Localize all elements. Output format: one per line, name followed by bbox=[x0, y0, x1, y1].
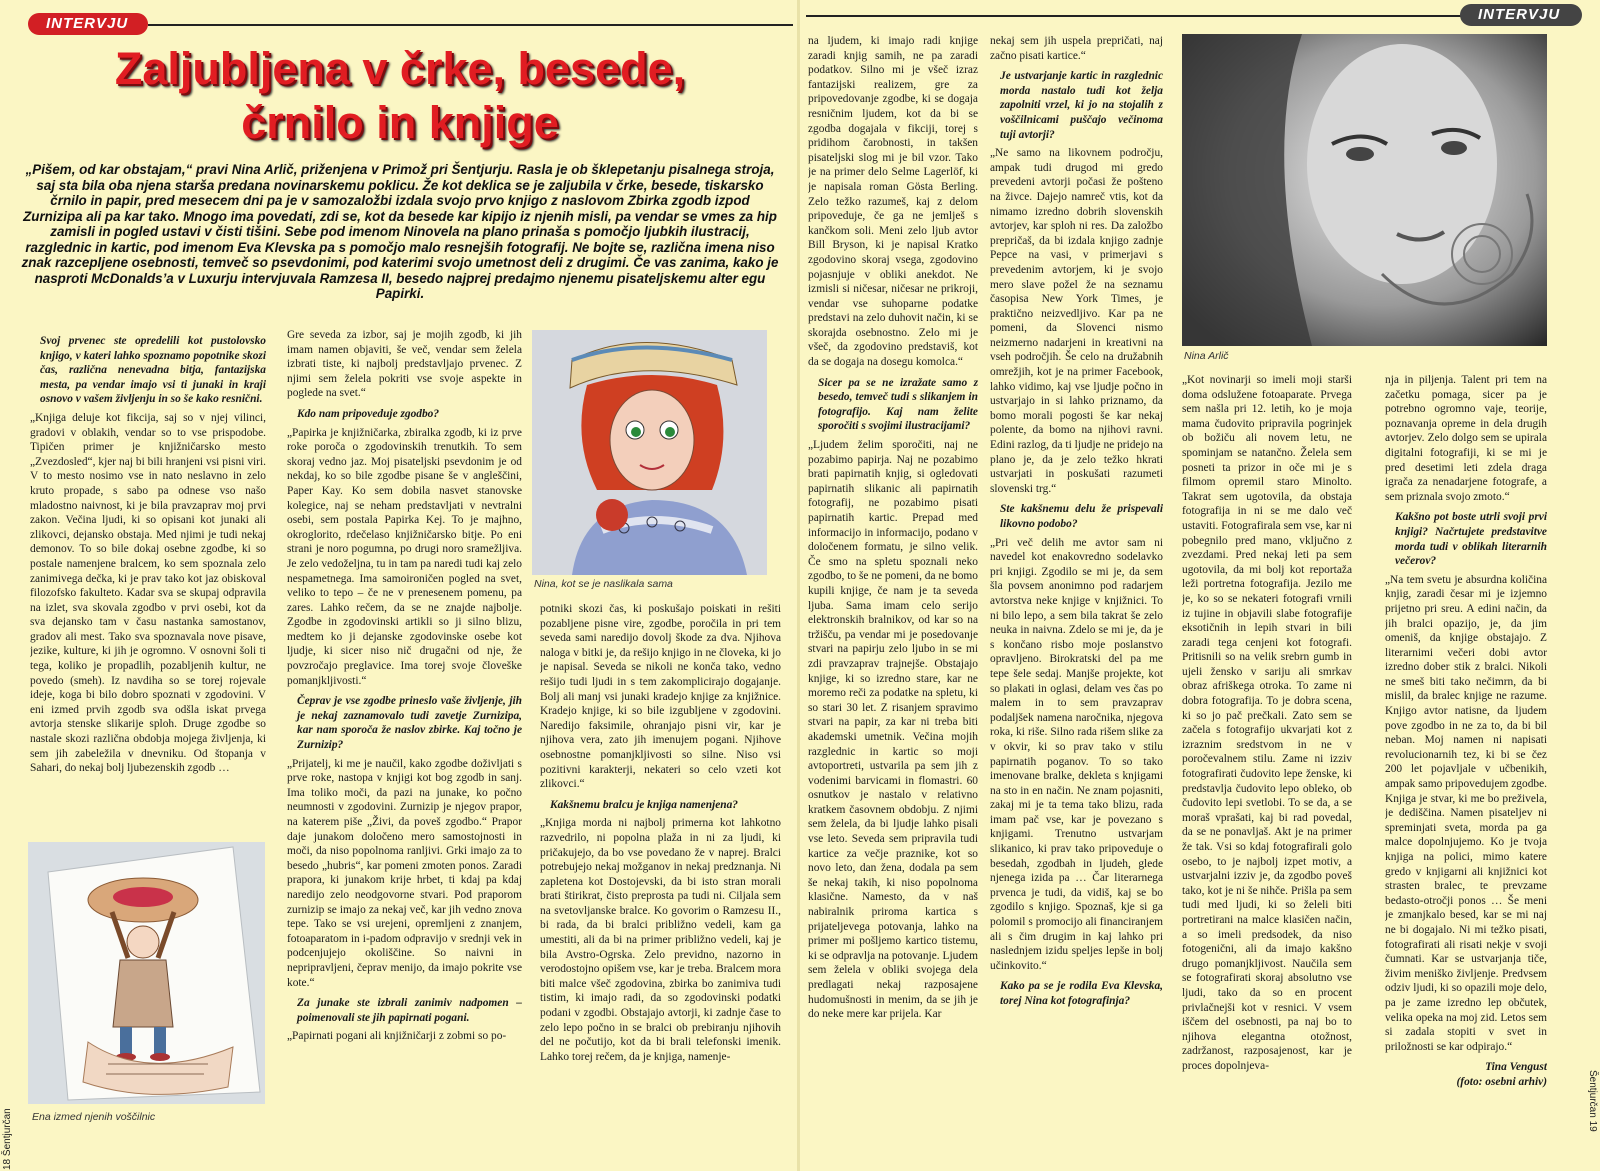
interview-answer: na ljudem, ki imajo radi knjige zaradi knjig samih, ne pa zaradi podatkov. Silno mi je všeč izraz fantazijski realizem, gre za pripovedovanje zgodbe, ki se dogaja resničnim ljudem, kot da bi se zgodba dogajala v fikciji, torej s pridihom čarobnosti, in takšen pisateljski slog mi je bil vzor. Tako je na primer delo Selme Lagerlöf, ki je napisala roman Gösta Berling. Zelo težko razumeš, kaj z delom pripoveduje, če ga ne jemlješ s kančkom soli. Meni zelo ljub avtor Bill Bryson, ki je napisal Kratko zgodovino skoraj vsega, zgodovino pojasnjuje v obliki anekdot. Ne izmisli si ničesar, ničesar ne prikroji, vendar vse suhoparne podatke predstavi na zelo duhovit način, ki se skorajda osebnostno. Zelo mi je všeč, da zgodovino predstaviš, kot da se dogaja na dosegu komolca.“ bbox=[808, 35, 978, 369]
author-name: Tina Vengust bbox=[1485, 1061, 1547, 1074]
interview-question: Kakšnemu bralcu je knjiga namenjena? bbox=[550, 798, 738, 811]
interview-answer: „Na tem svetu je absurdna količina knjig, zaradi česar mi je izjemno prijetno pri sreu. A edini način, da jih bralci opazijo, je, da jim omeniš, da knjige obstajajo. Z literarnimi večeri dobi avtor izredno dober stik z bralci. Nikoli ne smeš biti tako nečimrn, da bi mislil, da bralec knjige ne razume. Knjigo avtor natisne, da ljudem pove zgodbo in ne za to, da bi bil neban. Moj namen ni napisati revolucionarnih tez, ki bi se čez 200 let pojavljale v učbenikih, ampak samo pripovedujem zgodbe. Knjiga je stvar, ki me bo preživela, je dediščina. Namen pisateljev ni spreminjati sveta, morda pa ga malce dopolnjujemo. Ko je tvoja knjiga na polici, mimo katere gredo v knjigarni ali knjižnici kot strasten bralec, te prevzame bedasto-otročji ponos … Še meni je zmanjkalo besed, kar se mi naj ne bi dogajalo. Ni mi težko pisati, fotografirati ali risati nekje v svoji čumnati. Kar se ustvarjanja tiče, živim meniško življenje. Predvsem odziv ljudi, ki so opazili moje delo, pa je zame izredno lep občutek, velika opeka na moj zid. Letos sem si zadala stopiti v svet in priložnosti se kar odpirajo.“ bbox=[1385, 573, 1547, 1053]
headline-line-2: črnilo in knjige bbox=[241, 97, 559, 148]
lead-paragraph: „Pišem, od kar obstajam,“ pravi Nina Arlič, priženjena v Primož pri Šentjurju. Rasla je ob šklepetanju pisalnega stroja, saj sta bila oba njena starša predana novinarskemu poklicu. Že kot deklica se je zaljubila v črke, besede, tiskarsko črnilo in papir, pred mesecem dni pa je v samozaložbi izdala svojo prvo knjigo z naslovom Zbirka zgodb izpod Zurnizipa ali pa kar tako. Mnogo ima povedati, zdi se, kot da besede kar kipijo iz njenih misli, pa vendar se vmes za hip zamisli in pogled ustavi v čisti tišini. Sebe pod imenom Ninovela na plano prinaša s pomočjo ljubkih ilustracij, razglednic in kartic, pod imenom Eva Klevska pa s pomočjo malo resnejših fotografij. Ne bojte se, različna imena niso znak razcepljene osebnosti, temveč so psevdonimi, pod katerimi svojo umetnost deli z drugimi. Če vas zanima, kako je nasproti McDonalds’a v Luxurju intervjuvala Ramzesa II, besedo najprej predajmo njenemu pisateljskemu alter egu Papirki. bbox=[21, 162, 779, 301]
self-portrait-painting bbox=[532, 330, 767, 575]
interview-question: Kako pa se je rodila Eva Klevska, torej Nina kot fotografinja? bbox=[1000, 980, 1163, 1007]
headline-line-1: Zaljubljena v črke, besede, bbox=[114, 43, 686, 94]
interview-answer: „Papirnati pogani ali knjižničarji z zobmi so po- bbox=[287, 1030, 507, 1043]
right-page bbox=[800, 0, 1600, 1171]
interview-question: Ste kakšnemu delu že prispevali likovno podobo? bbox=[1000, 503, 1163, 530]
interview-answer: nja in piljenja. Talent pri tem na začetku pomaga, sicer pa je potrebno ogromno vaje, teorije, poznavanja opreme in dela drugih avtorjev. Zelo dolgo sem se upirala digitalni fotografiji, ki se mi je pred desetimi leti zdela draga igrača za nenadarjene fotografe, a sem priznala svojo zmoto.“ bbox=[1385, 374, 1547, 503]
header-rule bbox=[148, 24, 793, 26]
interview-question: Svoj prvenec ste opredelili kot pustolovsko knjigo, v kateri lahko spoznamo popotnike skozi čas, različna nenevadna bitja, fantazijska mesta, pa vendar imajo vsi ti junaki in kraji osnovo v vašem življenju in so še kako resnični. bbox=[40, 335, 266, 406]
interview-question: Sicer pa se ne izražate samo z besedo, temveč tudi s slikanjem in fotografijo. Kaj nam želite sporočiti s svojimi ilustracijami? bbox=[818, 376, 978, 433]
article-column bbox=[287, 328, 522, 1168]
left-page bbox=[0, 0, 797, 1171]
section-tag: INTERVJU bbox=[1460, 4, 1582, 26]
interview-answer: nekaj sem jih uspela prepričati, naj začno pisati kartice.“ bbox=[990, 35, 1163, 62]
interview-question: Kdo nam pripoveduje zgodbo? bbox=[297, 407, 440, 420]
article-column bbox=[1182, 373, 1352, 1168]
interview-answer: „Knjiga deluje kot fikcija, saj so v njej vilinci, gradovi v oblakih, vendar so to vse prispodobe. Tipičen primer je knjižničarsko mesto „Zvezdosled“, kjer naj bi bili hranjeni vsi pisni viri. V to mesto nosimo vse in nato neslavno in zelo kruto propade, s sabo pa odnese vso našo mladostno naivnost, ki je bila pravzaprav moj prvi zakon. Večina ljudi, ki so opisani kot junaki ali zlikovci, dejansko obstaja. Med njimi je tudi nekaj demonov. To so bile dokaj osebne zgodbe, ki so postale namenjene bralcem, ko sem spoznala zelo zanimivega dečka, ki je prav tako kot jaz obiskoval filozofsko fakulteto. Kadar sva se skupaj odpravila na izlet, sva skovala zgodbo v prvi osebi, kot da sva dejansko tam v času nastanka samostanov, gradov ali mest. Tako sva spoznavala nove pisave, jezike, kulture, ki jih je ogromno. V osnovni šoli ti tega, koliko je propadlih, pozabljenih kultur, ne povedo (smeh). Iz navdiha so se torej rojevale ideje, koga bi bilo dobro spoznati v zgodovini. V eni izmed prvih zgodb sva odšla iskat prvega avtorja stenske slikarije sploh. Druge zgodbe so nastale skozi različna obdobja mojega življenja, ki sem jih zabeležila v dnevniku. Od štopanja v Sahari, do nekaj bolj ljubezenskih zgodb … bbox=[30, 411, 266, 775]
article-column bbox=[990, 34, 1163, 1168]
header-rule bbox=[806, 15, 1466, 17]
author-signature bbox=[1385, 1060, 1547, 1089]
interview-answer: potniki skozi čas, ki poskušajo poiskati in rešiti pozabljene pisne vire, zgodbe, poročila in pri tem seveda sami naredijo dovolj škode za dva. Njihova naloga v bitki je, da rešijo knjigo in ne človeka, ki jo je napisal. Seveda se nikoli ne konča tako, vedno rešijo tudi ljudi in s tem zakomplicirajo dogajanje. Bolj ali manj vsi junaki kradejo knjige za knjižnice. Kradejo knjige, ki so bile izgubljene v zgodovini. Naredijo faksimile, ohranjajo pisni vir, kar je njihova vera, zato jih imenujem pogani. Njihove osebnostne pomanjkljivosti so silne. Niso vsi pozitivni karakterji, nekateri so celo vzeti kot zlikovci.“ bbox=[540, 603, 781, 791]
greeting-card-photo bbox=[28, 842, 265, 1104]
article-column bbox=[540, 602, 781, 1168]
interview-answer: „Prijatelj, ki me je naučil, kako zgodbe doživljati s prve roke, nastopa v knjigi kot bog zgodb in sanj. Ima toliko moči, da pazi na junake, ko počno neumnosti v zgodovini. Zurnizip je njegov prapor, na katerem piše „Živi, da poveš zgodbo.“ Prapor daje junakom določeno mero samostojnosti in moči, da niso popolnoma ranljivi. Grki imajo za to besedo „hubris“, kar pomeni zmoten ponos. Zaradi prapora, ki junakom krije hrbet, ti kdaj pa kdaj naredijo zelo neodgovorne stvari. Pod praporom zurnizip se imajo za nekaj več, kar jih vedno znova tepe. Tako se vsi urejeni, opremljeni z znanjem, fotoaparatom in i-padom odpravijo v srednji vek in podcenjujejo okoliščine. So naivni in nepripravljeni, čeprav menijo, da imajo pokrite vse kote.“ bbox=[287, 757, 522, 989]
interview-question: Za junake ste izbrali zanimiv nadpomen – poimenovali ste jih papirnati pogani. bbox=[297, 997, 522, 1024]
interview-answer: „Ljudem želim sporočiti, naj ne pozabimo papirja. Naj ne pozabimo brati papirnatih knjig, si ogledovati papirnatih slikanic ali papirnatih fotografij, ne pozabimo pisati papirnatih kartic. Prepad med informacijo in informacijo, podano v določenem formatu, je silno velik. Če smo na spletu spoznali neko zgodbo, to še ne pomeni, da ne bomo kupili knjige, če nam je ta seveda ljuba. Sama imam celo serijo elektronskih bralnikov, od kar so na tržišču, pa vendar mi je posedovanje stvari na papirju zelo ljubo in se mi zdi pravzaprav trajnejše. Obstajajo knjige, ki so izredno stare, kar ne moremo reči za podatke na spletu, ki so stari 30 let. Z risanjem spravimo stvari na papir, za kar ni treba biti akademski umetnik. Večina mojih razglednic in kartic so moji avtoportreti, ustvarila pa sem jih z vodenimi barvicami in flomastri. 60 osnutkov je nastalo v relativno kratkem časovnem obdobju. Z njimi sem želela, da bi ljudje lahko pisali vse leto. Seveda sem pripravila tudi kartice za večje praznike, kot so novo leto, dan žena, dodala pa sem še nekaj takih, ki niso popolnoma klasične. Namesto, da v naš nabiralnik priroma kartica s prijateljevega potovanja, lahko na primer mi pošljemo kartico tistemu, ki se odpravlja na potovanje. Ljudem sem želela v obliki svojega dela predlagati nekaj razposajene hudomušnosti in menim, da se jih je do neke mere kar prijela. Kar bbox=[808, 439, 978, 1021]
headline bbox=[10, 42, 790, 150]
photo-caption: Ena izmed njenih voščilnic bbox=[32, 1111, 156, 1123]
portrait-photo bbox=[1182, 34, 1547, 346]
article-column bbox=[808, 34, 978, 1168]
photo-caption: Nina Arlič bbox=[1184, 350, 1229, 362]
photo-caption: Nina, kot se je naslikala sama bbox=[534, 578, 673, 590]
page-folio: 18 Šentjurčan bbox=[2, 1108, 13, 1170]
interview-answer: „Ne samo na likovnem področju, ampak tudi drugod mi gredo prevedeni avtorji počasi že pošteno na živce. Dajejo namreč vtis, kot da nimamo izredno dobrih slovenskih avtorjev, kar sploh ni res. Da založbo prepričaš, da bi izdala knjigo zadnje Pepce na vasi, v primerjavi s prevedenim avtorjem, ki je svojo mero slave požel že na seznamu časopisa New York Times, je praktično neizvedljivo. Kar pa ne pomeni, da Slovenci nismo neizmerno nadarjeni in kreativni na vseh področjih. Še celo na družabnih omrežjih, kot je na primer Facebook, lahko vidimo, kaj vse ljudje počno in ustvarjajo in si lahko priznamo, da bomo morali pogosti še kar nekaj polente, da bomo na njihovi ravni. Edini razlog, da ti ljudje ne pridejo na plano je, da je zelo težko hkrati ustvarjati in poskušati razumeti slovenski trg.“ bbox=[990, 147, 1163, 495]
photo-credit: (foto: osebni arhiv) bbox=[1456, 1075, 1547, 1088]
interview-answer: „Pri več delih me avtor sam ni navedel kot enakovredno sodelavko pri knjigi. Zgodilo se mi je, da sem šla povsem anonimno pod radarjem avtorstva neke knjige v knjižnici. To ni bilo lepo, a sem bila takrat še zelo neuka in naivna. Zdelo se mi je, da je s končano risbo moje poslanstvo opravljeno. Birokratski del pa me tepe šele sedaj. Manjše projekte, kot so plakati in oglasi, delam ves čas po malem in to sem pravzaprav podaljšek namena naročnika, njegova roka, ki riše. Silno rada rišem slike za v okvir, ki so prav tako v stilu papirnatih poganov. To so tako imenovane bralke, dekleta s knjigami na sto in en način. Ne znam pojasniti, zakaj mi je ta tema tako blizu, rada imam pač vse, kar je povezano s knjigami. Trenutno ustvarjam slikanico, ki prav tako pripoveduje o besedah, zgodbah in ljudeh, glede njenega izida pa … Čar literarnega prvenca je tudi, da vidiš, kaj se bo zgodilo s knjigo. Spoznaš, kje si ga polomil s promocijo ali financiranjem ali s čim drugim in kaj lahko pri naslednjem izidu speljes lepše in bolj učinkovito.“ bbox=[990, 536, 1163, 972]
article-column bbox=[1385, 373, 1547, 1168]
page-folio: Šentjurčan 19 bbox=[1587, 1070, 1598, 1132]
section-tag: INTERVJU bbox=[28, 13, 148, 35]
interview-answer: „Papirka je knjižničarka, zbiralka zgodb, ki iz prve roke poroča o zgodovinskih trenutkih. To sem skoraj vedno jaz. Moj pisateljski psevdonim je od nekdaj, ko so bile zgodbe pisane še v angleščini, Paper Kay. Ko sem dobila nasvet stanovske kolegice, naj se neham predstavljati v nevtralni osebi, sem postala Papirka Kej. To je majhno, okroglorito, rdečelaso knjižničarsko bitje. Po eni strani je noro pogumna, po drugi noro sramežljiva. Je zelo vedoželjna, tu in tam pa naredi tudi kaj zelo nespametnega. Ima samoironičen pogled na svet, veliko to tepo – če ne v prenesenem pomenu, pa zares. Lahko rečem, da se ne znajde najbolje. Zgodbe in zgodovinski artikli so ji silno blizu, medtem ko ji dejanske zgodovinske osebe kot ljudje, ki sicer niso nič drugačni od nje, že povzročajo preglavice. Ima torej svoje človeške pomanjkljivosti.“ bbox=[287, 426, 522, 687]
interview-answer: „Kot novinarji so imeli moji starši doma odslužene fotoaparate. Prvega sem našla pri 12. letih, ko je moja mama čudovito pripravila pogrinjek ob božiču ali novem letu, ne spominjam se natančno. Želela sem posneti ta prizor in oče mi je s filmom opremil staro Minolto. Takrat sem ugotovila, da obstaja fotografija in ni se me dalo več ustaviti. Fotografirala sem vse, kar ni pobegnilo pred mano, vključno z zvezdami. Pred nekaj leti pa sem ugotovila, da mi bolj kot reportaža leži portretna fotografija. Jezilo me je, ko so se nekateri fotografi vrnili iz tujine in objavili slabe fotografije eksotičnih in lepih stvari in bili zaradi tega cenjeni kot fotografi. Pritisnili so na velik srebrn gumb in ujeli žensko v sariju ali smrkav obraz afriškega otroka. To zame ni dobra fotografija. To je dobra scena, ki so jo pač prečkali. Zato sem se začela s fotografijo ukvarjati kot z izraznim sredstvom in ne v poročevalnem stilu. Zame ni izziv fotografirati čudovito lepe ženske, ki predstavlja čudovito lepo obleko, ob čudovito lepi svetlobi. To se da, a se moraš vprašati, kaj bi rad povedal, da se ne ponavljaš. Akt je na primer že tak. Vsi so kdaj fotografirali golo osebo, to je najbolj izpet motiv, a ustvarjalni izziv je, da zgodbo poveš tako, kot je ni še nihče. Prišla pa sem tudi med ljudi, ki so želeli biti portretirani na malce klasičen način, a so imeli predsodek, da niso fotogenični, ali da imajo kakšno drugo pomanjkljivost. Naučila sem se fotografirati skoraj absolutno vse ljudi, tako da so en procent privlačnejši kot v resnici. V vsem iščem del osebnosti, pa naj bo to njihova elegantna otožnost, zadržanost, razposajenost, kar je proces dopolnjeva- bbox=[1182, 374, 1352, 1072]
column-content bbox=[1385, 373, 1547, 1054]
interview-answer: Gre seveda za izbor, saj je mojih zgodb, ki jih imam namen objaviti, še več, vendar sem želela izbrati tiste, ki najbolj predstavljajo prvenec. Z njimi sem želela pokriti vse svoje aspekte in poglede na svet.“ bbox=[287, 329, 522, 400]
interview-question: Čeprav je vse zgodbe prineslo vaše življenje, jih je nekaj zaznamovalo tudi zavetje Zurnizipa, kar nam sporoča že naslov zbirke. Kaj točno je Zurnizip? bbox=[297, 695, 522, 752]
interview-question: Kakšno pot boste utrli svoji prvi knjigi? Načrtujete predstavitve morda tudi v oblikah literarnih večerov? bbox=[1395, 511, 1547, 568]
interview-question: Je ustvarjanje kartic in razglednic morda nastalo tudi kot želja zapolniti vrzel, ki jo na stojalih z voščilnicami puščajo večinoma tuji avtorji? bbox=[1000, 70, 1163, 141]
article-column bbox=[30, 328, 266, 838]
interview-answer: „Knjiga morda ni najbolj primerna kot lahkotno razvedrilo, ni popolna plaža in ni za ljudi, ki pričakujejo, da bo vse povedano že v naprej. Bralci potrebujejo nekaj možganov in nekaj predznanja. Ni zapletena kot Dostojevski, da bi isto stran morali brati štirikrat, čisto preprosta pa tudi ni. Ciljala sem na svetovljanske bralce. Ko govorim o Ramzesu II., bi rada, da bi bralci približno vedeli, kam ga umestiti, ali da bi na primer približno vedeli, kaj je bila Avstro-Ogrska. Zelo previdno, nazorno in verodostojno opišem vse, kar je treba. Bralcem mora biti malce všeč zgodovina, zbirka bo zanimiva tudi tistim, ki imajo radi, da so zgodovinski podatki podani v zgodbi. Obstajajo avtorji, ki zadnje čase to zelo lepo počno in se bralci ob prebiranju njihovih del ne počutijo, kot da bi brali telefonski imenik. Lahko torej rečem, da je knjiga, namenje- bbox=[540, 817, 781, 1063]
